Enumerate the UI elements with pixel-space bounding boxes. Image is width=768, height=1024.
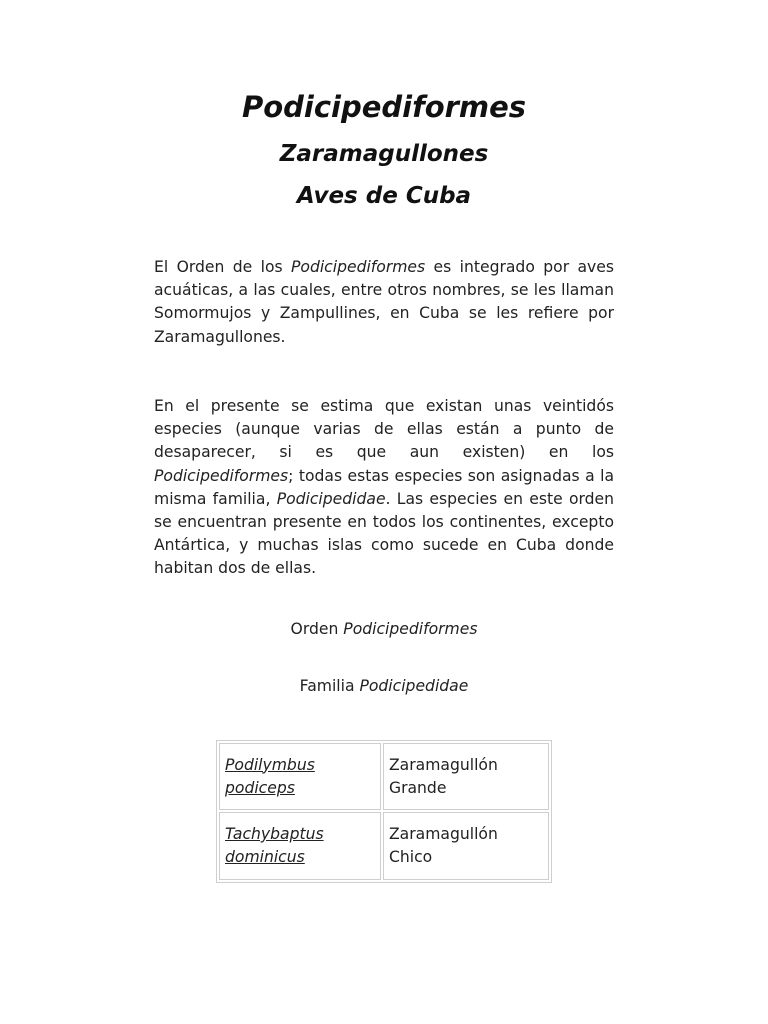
page-title: Podicipediformes <box>241 90 527 124</box>
family-label: Familia <box>299 677 360 695</box>
scientific-name-cell[interactable] <box>219 812 381 880</box>
italic-term: Podicipedidae <box>276 489 386 508</box>
species-link[interactable]: Podilymbus podiceps <box>225 755 315 797</box>
family-heading <box>0 677 768 695</box>
page-subtitle: Zaramagullones <box>279 141 489 167</box>
italic-term: Podicipediformes <box>154 466 289 485</box>
order-label: Orden <box>290 620 344 638</box>
text-span: En el presente se estima que existan unas veintidós especies (aunque varias de ellas están a punto de desaparecer, si es que aun existen) en los <box>154 397 614 462</box>
family-name: Podicipedidae <box>359 677 469 695</box>
text-span: ; todas estas especies son asignadas a la misma familia, <box>154 466 614 508</box>
species-table <box>216 740 552 883</box>
species-link[interactable]: Tachybaptus dominicus <box>225 825 324 866</box>
table-row <box>219 743 549 810</box>
table-row <box>219 812 549 880</box>
order-name: Podicipediformes <box>343 620 478 638</box>
common-name-cell: Zaramagullón Chico <box>383 812 549 880</box>
italic-term: Podicipediformes <box>291 258 426 276</box>
order-heading <box>0 620 768 638</box>
text-span: El Orden de los <box>154 258 291 276</box>
text-span: . Las especies en este orden se encuentran presente en todos los continentes, excepto Antártica, y muchas islas como sucede en Cuba donde habitan dos de ellas. <box>154 489 614 578</box>
intro-paragraph <box>154 256 614 349</box>
page-subtitle-2: Aves de Cuba <box>296 183 472 209</box>
common-name-cell: Zaramagullón Grande <box>383 743 549 810</box>
body-paragraph <box>154 395 614 581</box>
scientific-name-cell[interactable] <box>219 743 381 810</box>
text-span: es integrado por aves acuáticas, a las cuales, entre otros nombres, se les llaman Somormujos y Zampullines, en Cuba se les refiere por Zaramagullones. <box>154 258 614 346</box>
